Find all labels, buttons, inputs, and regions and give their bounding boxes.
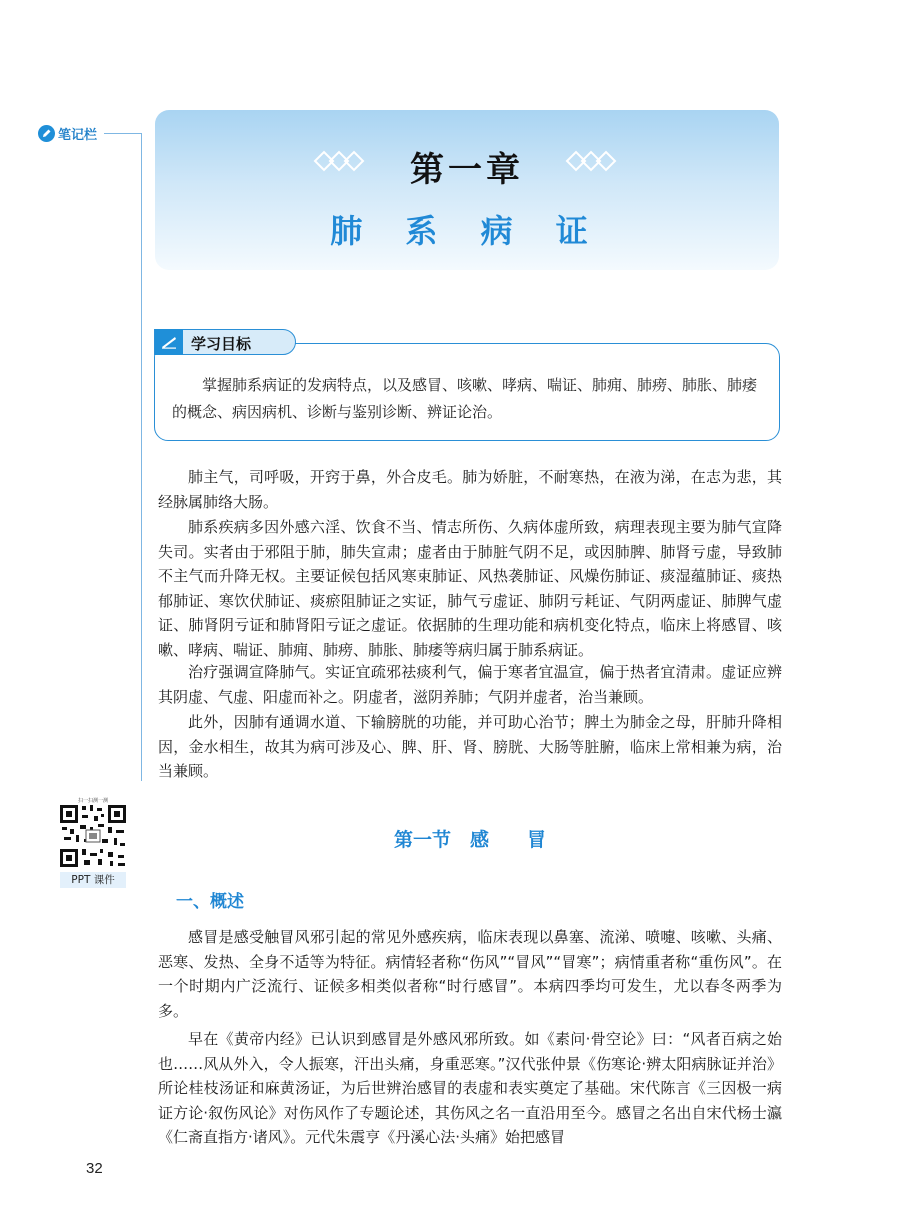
section-paragraph: 早在《黄帝内经》已认识到感冒是外感风邪所致。如《素问·骨空论》曰：“风者百病之始也……风从外入，令人振寒，汗出头痛，身重恶寒。”汉代张仲景《伤寒论·辨太阳病脉证并治》所论桂枝汤证和麻黄汤证，为后世辨治感冒的表虚和表实奠定了基础。宋代陈言《三因极一病证方论·叙伤风论》对伤风作了专题论述，其伤风之名一直沿用至今。感冒之名出自宋代杨士瀛《仁斋直指方·诸风》。元代朱震亨《丹溪心法·头痛》始把感冒: [158, 1030, 782, 1147]
section-title: 第一节 感 冒: [393, 829, 546, 851]
pen-icon: [155, 329, 183, 355]
learning-objectives-text: 掌握肺系病证的发病特点，以及感冒、咳嗽、哮病、喘证、肺痈、肺痨、肺胀、肺痿的概念、病因病机、诊断与鉴别诊断、辨证论治。: [172, 376, 758, 421]
intro-paragraph: 肺主气，司呼吸，开窍于鼻，外合皮毛。肺为娇脏，不耐寒热，在液为涕，在志为悲，其经脉属肺络大肠。: [158, 468, 782, 511]
qr-top-caption: 扫一扫测一测: [77, 798, 109, 804]
intro-paragraph: 肺系疾病多因外感六淫、饮食不当、情志所伤、久病体虚所致，病理表现主要为肺气宣降失司。实者由于邪阻于肺，肺失宣肃；虚者由于肺脏气阴不足，或因肺脾、肺肾亏虚，导致肺不主气而升降无权。主要证候包括风寒束肺证、风热袭肺证、风燥伤肺证、痰湿蕴肺证、痰热郁肺证、寒饮伏肺证、痰瘀阻肺证之实证，肺气亏虚证、肺阴亏耗证、气阴两虚证、肺脾气虚证、肺肾阴亏证和肺肾阳亏证之虚证。依据肺的生理功能和病机变化特点，临床上将感冒、咳嗽、哮病、喘证、肺痈、肺痨、肺胀、肺痿等病归属于肺系病证。: [158, 518, 782, 659]
page-number: 32: [86, 1160, 103, 1177]
sidebar-divider-horizontal: [104, 133, 142, 134]
intro-paragraph: 此外，因肺有通调水道、下输膀胱的功能，并可助心治节；脾土为肺金之母，肝肺升降相因，金水相生，故其为病可涉及心、脾、肝、肾、膀胱、大肠等脏腑，临床上常相兼为病，治当兼顾。: [158, 713, 782, 781]
notes-sidebar-label: [38, 123, 97, 143]
learning-objectives-tab: [154, 329, 296, 355]
qr-caption: PPT 课件: [60, 872, 126, 888]
sidebar-divider-vertical: [141, 133, 142, 781]
chapter-number-title: 第一章: [410, 150, 524, 190]
chapter-banner: [155, 110, 779, 270]
lattice-ornament-right: [565, 150, 617, 172]
learning-objectives-label: 学习目标: [191, 335, 252, 353]
subsection-title: 一、概述: [176, 892, 244, 912]
notes-label-text: 笔记栏: [58, 127, 98, 143]
intro-paragraph: 治疗强调宣降肺气。实证宜疏邪祛痰利气，偏于寒者宜温宣，偏于热者宜清肃。虚证应辨其阴虚、气虚、阳虚而补之。阴虚者，滋阴养肺；气阴并虚者，治当兼顾。: [158, 663, 782, 706]
chapter-name: 肺 系 病 证: [330, 212, 604, 250]
section-paragraph: 感冒是感受触冒风邪引起的常见外感疾病，临床表现以鼻塞、流涕、喷嚏、咳嗽、头痛、恶寒、发热、全身不适等为特征。病情轻者称“伤风”“冒风”“冒寒”；病情重者称“重伤风”。在一个时期内广泛流行、证候多相类似者称“时行感冒”。本病四季均可发生，尤以春冬两季为多。: [158, 928, 783, 1020]
pencil-note-icon: [38, 125, 55, 142]
